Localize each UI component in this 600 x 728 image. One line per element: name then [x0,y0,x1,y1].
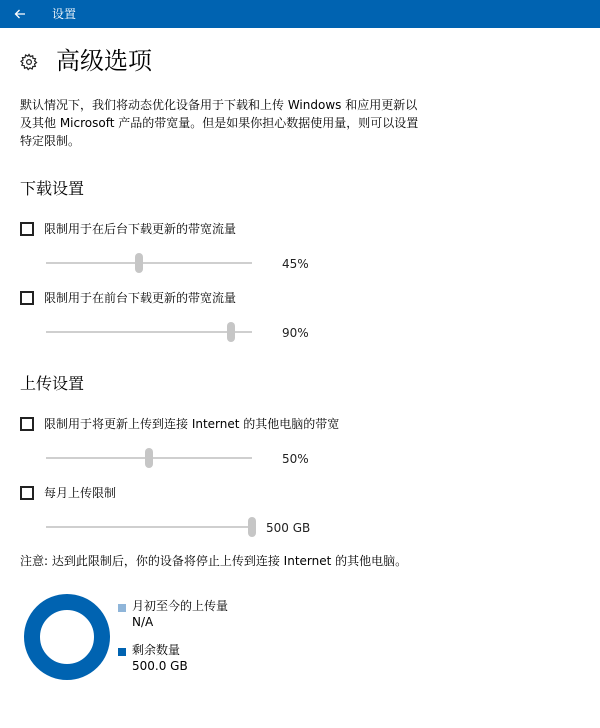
slider-thumb[interactable] [227,322,235,342]
back-button[interactable] [0,0,40,28]
legend-uploaded-label: 月初至今的上传量 [132,599,229,613]
checkbox-box[interactable] [20,486,34,500]
limit-upload-bandwidth-checkbox[interactable] [20,415,339,433]
monthly-upload-value: 500 GB [266,521,311,535]
limit-background-download-checkbox[interactable] [20,220,236,238]
upload-bandwidth-value: 50% [282,452,309,466]
slider-thumb[interactable] [248,517,256,537]
upload-bandwidth-slider[interactable] [46,446,252,470]
checkbox-box[interactable] [20,222,34,236]
window-title: 设置 [52,7,77,21]
legend-uploaded-value: N/A [132,615,154,629]
upload-settings-heading: 上传设置 [20,374,85,393]
download-settings-heading: 下载设置 [20,179,85,198]
checkbox-label: 限制用于将更新上传到连接 Internet 的其他电脑的带宽 [44,417,340,431]
foreground-download-value: 90% [282,326,309,340]
foreground-download-slider[interactable] [46,320,252,344]
slider-thumb[interactable] [135,253,143,273]
intro-text: 默认情况下，我们将动态优化设备用于下载和上传 Windows 和应用更新以及其他 Microsoft 产品的带宽量。但是如果你担心数据使用量，则可以设置特定限制。 [20,98,419,148]
legend-swatch-remaining [118,648,126,656]
monthly-upload-slider[interactable] [46,515,252,539]
checkbox-box[interactable] [20,291,34,305]
checkbox-label: 限制用于在后台下载更新的带宽流量 [44,222,237,236]
legend-remaining-value: 500.0 GB [132,659,188,673]
legend-remaining [118,642,188,674]
gear-icon [20,53,38,71]
background-download-slider[interactable] [46,251,252,275]
limit-foreground-download-checkbox[interactable] [20,289,236,307]
slider-track [46,262,252,264]
slider-track [46,526,252,528]
checkbox-label: 每月上传限制 [44,486,117,500]
legend-swatch-uploaded [118,604,126,612]
back-arrow-icon [14,8,26,20]
upload-limit-note: 注意: 达到此限制后，你的设备将停止上传到连接 Internet 的其他电脑。 [20,554,408,568]
page-title: 高级选项 [56,47,152,75]
background-download-value: 45% [282,257,309,271]
legend-remaining-label: 剩余数量 [132,643,181,657]
upload-usage-donut [22,592,112,682]
legend-uploaded [118,598,228,630]
slider-track [46,331,252,333]
slider-thumb[interactable] [145,448,153,468]
monthly-upload-limit-checkbox[interactable] [20,484,116,502]
checkbox-box[interactable] [20,417,34,431]
donut-remaining-ring [32,602,102,672]
checkbox-label: 限制用于在前台下载更新的带宽流量 [44,291,237,305]
title-bar [0,0,600,28]
